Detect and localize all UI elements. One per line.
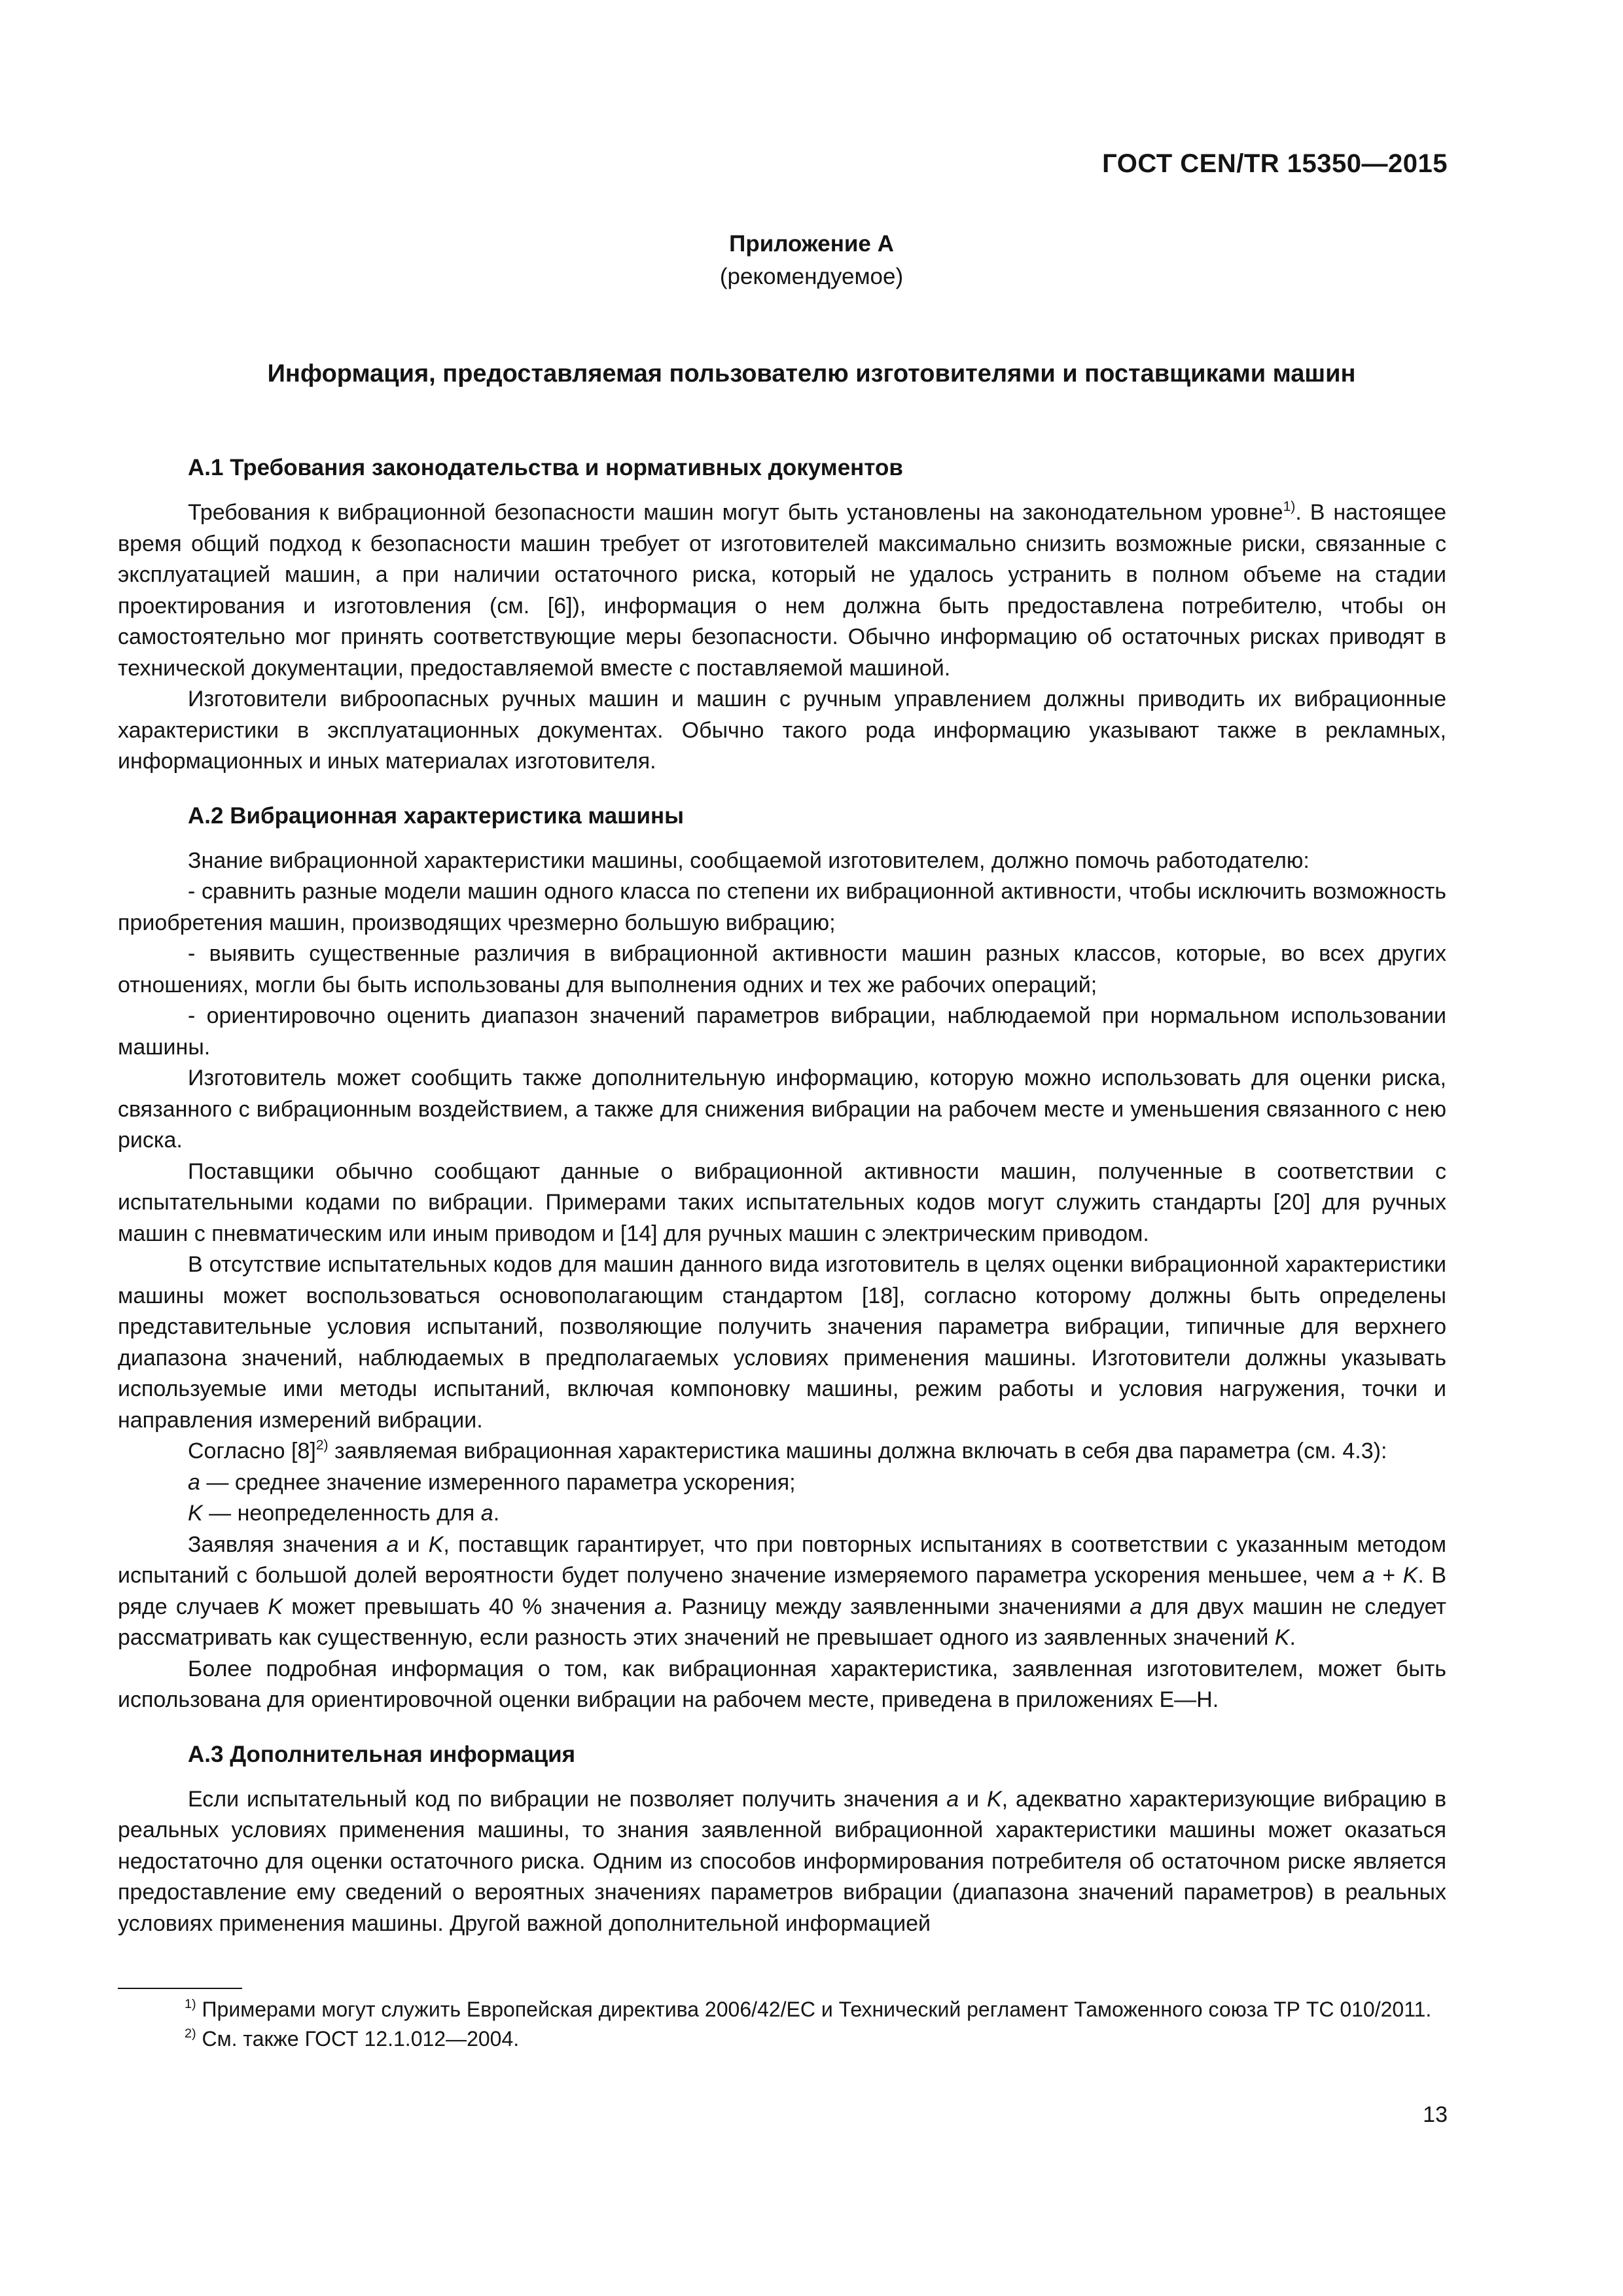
paragraph: Более подробная информация о том, как вибрационная характеристика, заявленная изготовителем, может быть использована для ориентировочной оценки вибрации на рабочем месте, приведена в приложениях Е—Н. — [118, 1656, 1446, 1712]
paragraph: В отсутствие испытательных кодов для машин данного вида изготовитель в целях оценки вибрационной характеристики машины может воспользоваться основополагающим стандартом [18], согласно которому должны быть определены представительные условия испытаний, позволяющие получить значения параметра вибрации, типичные для верхнего диапазона значений, наблюдаемых в предполагаемых условиях применения машины. Изготовители должны указывать используемые ими методы испытаний, включая компоновку машины, режим работы и условия нагружения, точки и направления измерений вибрации. — [118, 1252, 1446, 1433]
paragraph: Изготовитель может сообщить также дополнительную информацию, которую можно использовать для оценки риска, связанного с вибрационным воздействием, а также для снижения вибрации на рабочем месте и уменьшения связанного с нею риска. — [118, 1066, 1446, 1153]
appendix-heading — [0, 228, 1623, 293]
list-item: - выявить существенные различия в вибрационной активности машин разных классов, которые, во всех других отношениях, могли бы быть использованы для выполнения одних и тех же рабочих операций; — [118, 941, 1446, 997]
footnote-ref-2[interactable]: 2) — [315, 1437, 329, 1453]
paragraph: Если испытательный код по вибрации не позволяет получить значения a и K, адекватно характеризующие вибрацию в реальных условиях применения машины, то знания заявленной вибрационной характеристики машины может оказаться недостаточно для оценки остаточного риска. Одним из способов информирования потребителя об остаточном риске является предоставление ему сведений о вероятных значениях параметров вибрации (диапазона значений параметров) в реальных условиях применения машины. Другой важной дополнительной информацией — [118, 1786, 1447, 1936]
footnote-1: $^{1)}$ Примерами могут служить Европейская директива 2006/42/ЕС и Технический регламент Таможенного союза ТР ТС 010/2011. — [185, 1997, 1432, 2021]
document-code: ГОСТ CEN/TR 15350—2015 — [1102, 149, 1448, 178]
footnote-2: $^{2)}$ См. также ГОСТ 12.1.012—2004. — [185, 2026, 520, 2051]
definition-a: a — среднее значение измеренного параметра ускорения; — [188, 1469, 796, 1495]
section-heading-a3: А.3 Дополнительная информация — [188, 1741, 576, 1767]
paragraph: Требования к вибрационной безопасности машин могут быть установлены на законодательном уровне$^{1)}$. В настоящее время общий подход к безопасности машин требует от изготовителей максимально снизить возможные риски, связанные с эксплуатацией машин, а при наличии остаточного риска, который не удалось устранить в полном объеме на стадии проектирования и изготовления (см. [6]), информация о нем должна быть предоставлена потребителю, чтобы он самостоятельно мог принять соответствующие меры безопасности. Обычно информацию об остаточных рисках приводят в технической документации, предоставляемой вместе с поставляемой машиной. — [118, 499, 1446, 681]
definition-k: K — неопределенность для a. — [188, 1501, 500, 1526]
paragraph: Согласно $[8]^{2)}$ заявляемая вибрационная характеристика машины должна включать в себя два параметра (см. 4.3): — [188, 1437, 1387, 1463]
page-number: 13 — [1423, 2102, 1448, 2127]
footnotes — [118, 1995, 1446, 2054]
footnote-separator — [118, 1988, 242, 1989]
list-item: - ориентировочно оценить диапазон значений параметров вибрации, наблюдаемой при нормальном использовании машины. — [118, 1003, 1446, 1060]
main-title: Информация, предоставляемая пользователю изготовителями и поставщиками машин — [267, 360, 1356, 387]
appendix-status: (рекомендуемое) — [719, 264, 904, 289]
footnote-ref-1[interactable]: 1) — [1283, 499, 1296, 514]
paragraph: Заявляя значения a и K, поставщик гарантирует, что при повторных испытаниях в соответствии с указанным методом испытаний с большой долей вероятности будет получено значение измеряемого параметра ускорения меньшее, чем a + K. В ряде случаев K может превышать 40 % значения a. Разницу между заявленными значениями a для двух машин не следует рассматривать как существенную, если разность этих значений не превышает одного из заявленных значений K. — [118, 1532, 1447, 1650]
paragraph: Поставщики обычно сообщают данные о вибрационной активности машин, полученные в соответствии с испытательными кодами по вибрации. Примерами таких испытательных кодов могут служить стандарты [20] для ручных машин с пневматическим или иным приводом и [14] для ручных машин с электрическим приводом. — [118, 1158, 1446, 1246]
paragraph: Изготовители виброопасных ручных машин и машин с ручным управлением должны приводить их вибрационные характеристики в эксплуатационных документах. Обычно такого рода информацию указывают также в рекламных, информационных и иных материалах изготовителя. — [118, 687, 1446, 774]
body-text — [118, 452, 1446, 1939]
section-heading-a2: А.2 Вибрационная характеристика машины — [188, 802, 684, 829]
section-heading-a1: А.1 Требования законодательства и нормативных документов — [188, 455, 903, 480]
paragraph: Знание вибрационной характеристики машины, сообщаемой изготовителем, должно помочь работодателю: — [188, 848, 1310, 873]
list-item: - сравнить разные модели машин одного класса по степени их вибрационной активности, чтобы исключить возможность приобретения машин, производящих чрезмерно большую вибрацию; — [118, 879, 1446, 935]
appendix-title: Приложение А — [729, 231, 894, 257]
